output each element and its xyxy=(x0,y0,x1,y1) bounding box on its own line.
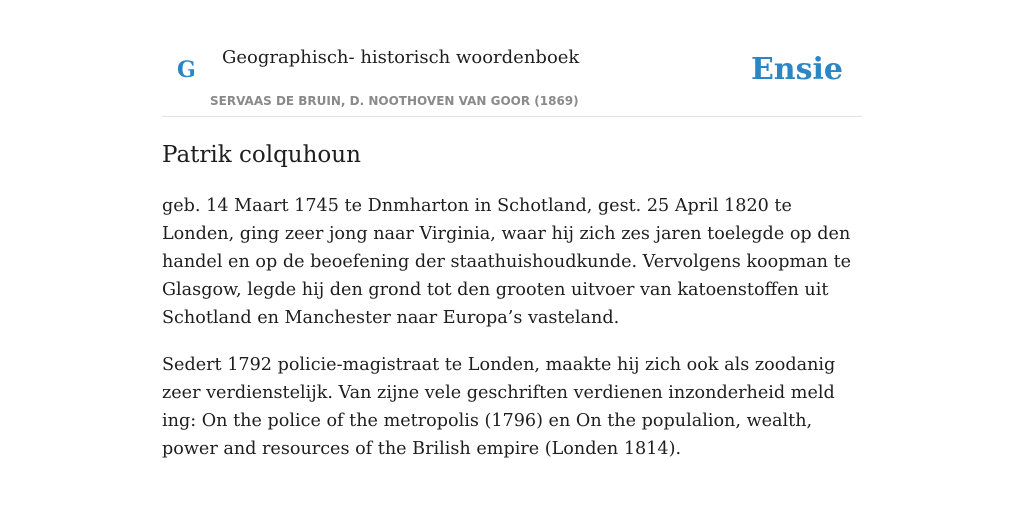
entry-body xyxy=(162,192,866,482)
book-letter-icon: G xyxy=(177,57,196,83)
brand-logo-link[interactable]: Ensie xyxy=(750,52,843,87)
book-title-link[interactable]: Geographisch- historisch woordenboek xyxy=(222,47,580,68)
book-authors: SERVAAS DE BRUIN, D. NOOTHOVEN VAN GOOR (1869) xyxy=(210,94,579,108)
page-title: Patrik colquhoun xyxy=(162,142,361,168)
header xyxy=(162,0,862,117)
entry-paragraph: Sedert 1792 policie-magistraat te Londen, maakte hij zich ook als zoodanig zeer verdienstelijk. Van zijne vele geschriften verdienen inzonderheid meld ing: On the police of the metropolis (1796) en On the populalion, wealth, power and resources of the Brilish empire (Londen 1814). xyxy=(162,355,836,459)
entry-paragraph: geb. 14 Maart 1745 te Dnmharton in Schotland, gest. 25 April 1820 te Londen, ging zeer jong naar Virginia, waar hij zich zes jaren toelegde op den handel en op de beoefening der staathuishoudkunde. Vervolgens koopman te Glasgow, legde hij den grond tot den grooten uitvoer van katoenstoffen uit Schotland en Manchester naar Europa’s vasteland. xyxy=(162,196,852,328)
